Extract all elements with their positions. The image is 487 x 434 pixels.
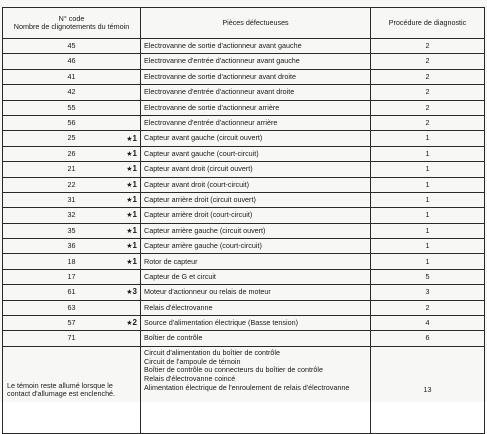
table-row: [3, 177, 485, 192]
footnote-number: 1: [132, 210, 137, 220]
procedure-cell: 5: [371, 269, 485, 284]
code-number: 55: [67, 102, 76, 112]
procedure-cell: 2: [371, 100, 485, 115]
code-number: 71: [67, 333, 76, 343]
code-cell: [3, 162, 141, 177]
part-cell: Capteur arrière droit (circuit ouvert): [141, 192, 371, 207]
footnote-star-icon: [126, 134, 137, 144]
lamp-on-part: Circuit d'alimentation du boîtier de contrôle: [144, 347, 281, 357]
footnote-star-icon: [126, 241, 137, 251]
header-procedure: Procédure de diagnostic: [371, 8, 485, 39]
table-row: [3, 85, 485, 100]
code-number: 26: [67, 148, 76, 158]
table-row: [3, 269, 485, 284]
table-row: [3, 331, 485, 346]
code-number: 25: [67, 133, 76, 143]
footnote-number: 1: [132, 225, 137, 235]
footnote-number: 1: [132, 195, 137, 205]
star-symbol: ★: [126, 197, 133, 205]
footnote-star-icon: [126, 226, 137, 236]
footnote-number: 1: [132, 148, 137, 158]
code-number: 22: [67, 179, 76, 189]
header-parts: Pièces défectueuses: [141, 8, 371, 39]
star-symbol: ★: [126, 258, 133, 266]
part-cell: Moteur d'actionneur ou relais de moteur: [141, 285, 371, 300]
code-cell: [3, 146, 141, 161]
code-cell: [3, 85, 141, 100]
code-cell: [3, 100, 141, 115]
procedure-cell: 1: [371, 192, 485, 207]
table-row: [3, 39, 485, 54]
part-cell: Rotor de capteur: [141, 254, 371, 269]
code-number: 18: [67, 256, 76, 266]
table-row: [3, 131, 485, 146]
table-row: [3, 54, 485, 69]
procedure-cell: 2: [371, 69, 485, 84]
code-cell: [3, 208, 141, 223]
star-symbol: ★: [126, 166, 133, 174]
code-number: 31: [67, 194, 76, 204]
procedure-cell: 2: [371, 85, 485, 100]
footnote-number: 1: [132, 164, 137, 174]
code-cell: [3, 254, 141, 269]
code-number: 57: [67, 318, 76, 328]
code-cell: [3, 69, 141, 84]
code-cell: [3, 223, 141, 238]
code-number: 41: [67, 71, 76, 81]
code-number: 56: [67, 118, 76, 127]
table-row: [3, 254, 485, 269]
footnote-star-icon: [126, 164, 137, 174]
part-cell: Electrovanne de sortie d'actionneur avant gauche: [141, 39, 371, 54]
table-row: [3, 316, 485, 331]
code-cell: [3, 177, 141, 192]
procedure-cell: 1: [371, 223, 485, 238]
code-cell: [3, 269, 141, 284]
procedure-cell: 1: [371, 146, 485, 161]
lamp-on-condition: Le témoin reste allumé lorsque le contact d'allumage est enclenché.: [3, 346, 141, 433]
code-cell: [3, 239, 141, 254]
header-code: [3, 8, 141, 39]
star-symbol: ★: [126, 181, 133, 189]
code-number: 46: [67, 56, 76, 66]
part-cell: Capteur arrière gauche (circuit ouvert): [141, 223, 371, 238]
table-row: [3, 146, 485, 161]
code-number: 36: [67, 241, 76, 251]
footnote-number: 3: [132, 287, 137, 297]
table-row-lamp-on: [3, 346, 485, 433]
lamp-on-part: Boîtier de contrôle ou connecteurs du boîtier de contrôle: [144, 365, 323, 375]
star-symbol: ★: [126, 243, 133, 251]
code-number: 63: [67, 302, 76, 312]
code-number: 61: [67, 287, 76, 297]
star-symbol: ★: [126, 227, 133, 235]
footnote-star-icon: [126, 257, 137, 267]
code-number: 32: [67, 210, 76, 220]
lamp-on-part: Circuit de l'ampoule de témoin: [144, 356, 241, 366]
code-cell: [3, 316, 141, 331]
footnote-number: 1: [132, 241, 137, 251]
star-symbol: ★: [126, 320, 133, 328]
procedure-cell: 3: [371, 285, 485, 300]
code-number: 17: [67, 271, 76, 281]
star-symbol: ★: [126, 289, 133, 297]
star-symbol: ★: [126, 212, 133, 220]
table-header-row: [3, 8, 485, 39]
code-number: 45: [67, 41, 76, 51]
part-cell: Relais d'électrovanne: [141, 300, 371, 315]
procedure-cell: 1: [371, 208, 485, 223]
table-row: [3, 239, 485, 254]
code-cell: [3, 285, 141, 300]
table-row: [3, 162, 485, 177]
table-row: [3, 208, 485, 223]
header-code-line2: Nombre de clignotements du témoin: [13, 22, 130, 31]
code-number: 21: [67, 164, 76, 174]
star-symbol: ★: [126, 135, 133, 143]
lamp-on-parts: [141, 346, 371, 433]
part-cell: Electrovanne d'entrée d'actionneur avant gauche: [141, 54, 371, 69]
code-cell: [3, 115, 141, 130]
part-cell: Boîtier de contrôle: [141, 331, 371, 346]
table-row: [3, 115, 485, 130]
lamp-on-part: Alimentation électrique de l'enroulement de relais d'électrovanne: [144, 382, 350, 392]
procedure-cell: 6: [371, 331, 485, 346]
footnote-star-icon: [126, 195, 137, 205]
footnote-star-icon: [126, 287, 137, 297]
code-number: 42: [67, 87, 76, 97]
part-cell: Capteur avant gauche (circuit ouvert): [141, 131, 371, 146]
footnote-star-icon: [126, 180, 137, 190]
code-number: 35: [67, 225, 76, 235]
table-row: [3, 69, 485, 84]
code-cell: [3, 192, 141, 207]
code-cell: [3, 331, 141, 346]
footnote-star-icon: [126, 210, 137, 220]
part-cell: Electrovanne d'entrée d'actionneur arrière: [141, 115, 371, 130]
procedure-cell: 1: [371, 162, 485, 177]
procedure-cell: 1: [371, 131, 485, 146]
part-cell: Electrovanne d'entrée d'actionneur avant droite: [141, 85, 371, 100]
table-row: [3, 223, 485, 238]
code-cell: [3, 300, 141, 315]
procedure-cell: 2: [371, 54, 485, 69]
part-cell: Capteur avant droit (circuit ouvert): [141, 162, 371, 177]
code-cell: [3, 39, 141, 54]
table-row: [3, 285, 485, 300]
part-cell: Electrovanne de sortie d'actionneur arrière: [141, 100, 371, 115]
procedure-cell: 1: [371, 177, 485, 192]
procedure-cell: 2: [371, 115, 485, 130]
footnote-number: 1: [132, 133, 137, 143]
procedure-cell: 1: [371, 239, 485, 254]
part-cell: Source d'alimentation électrique (Basse tension): [141, 316, 371, 331]
table-row: [3, 300, 485, 315]
footnote-number: 1: [132, 256, 137, 266]
part-cell: Capteur de G et circuit: [141, 269, 371, 284]
star-symbol: ★: [126, 150, 133, 158]
part-cell: Capteur avant droit (court-circuit): [141, 177, 371, 192]
lamp-on-part: Relais d'électrovanne coincé: [144, 374, 236, 384]
part-cell: Capteur arrière droit (court-circuit): [141, 208, 371, 223]
code-cell: [3, 54, 141, 69]
part-cell: Capteur arrière gauche (court-circuit): [141, 239, 371, 254]
header-code-line1: N° code: [58, 13, 85, 23]
footnote-star-icon: [126, 149, 137, 159]
table-row: [3, 192, 485, 207]
procedure-cell: 1: [371, 254, 485, 269]
procedure-cell: 4: [371, 316, 485, 331]
part-cell: Electrovanne de sortie d'actionneur avant droite: [141, 69, 371, 84]
lamp-on-procedure: 13: [371, 346, 485, 433]
footnote-star-icon: [126, 318, 137, 328]
table-row: [3, 100, 485, 115]
part-cell: Capteur avant gauche (court-circuit): [141, 146, 371, 161]
diagnostic-code-table: [2, 7, 485, 434]
footnote-number: 2: [132, 318, 137, 328]
code-cell: [3, 131, 141, 146]
footnote-number: 1: [132, 179, 137, 189]
procedure-cell: 2: [371, 39, 485, 54]
procedure-cell: 2: [371, 300, 485, 315]
